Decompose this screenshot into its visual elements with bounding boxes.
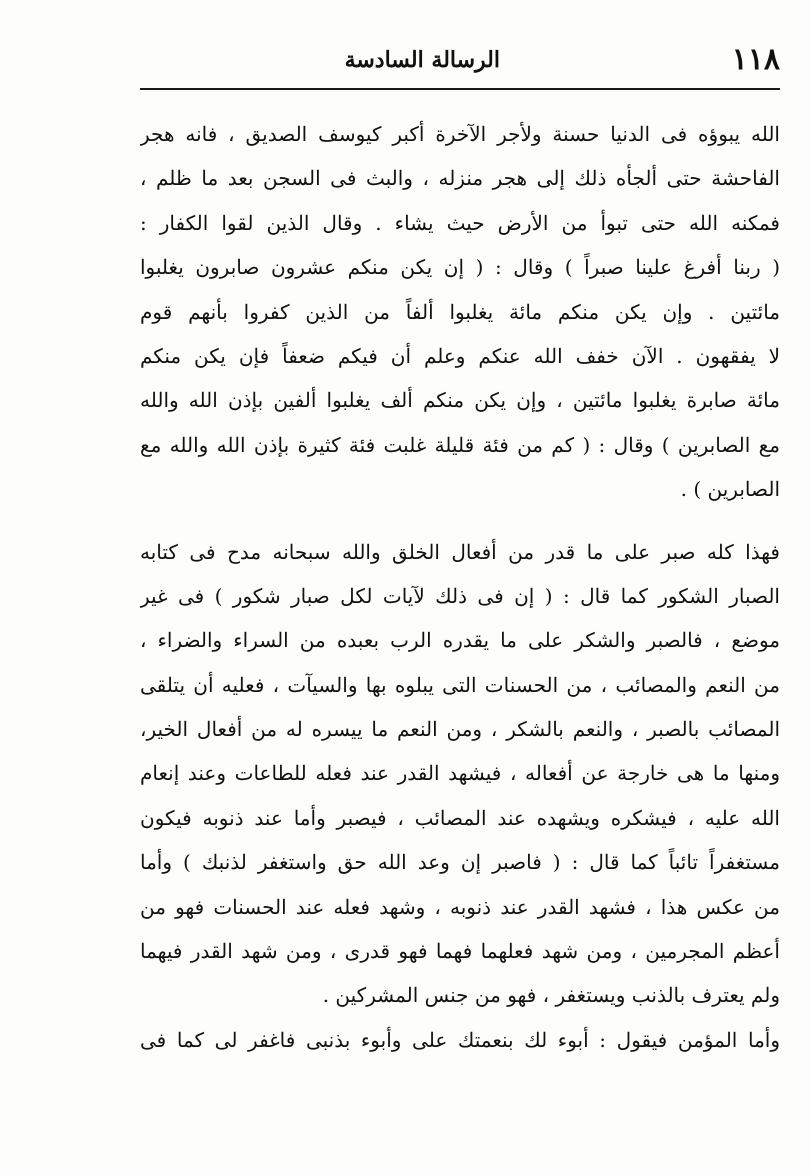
body-text [140, 112, 780, 1062]
text-line: وأما المؤمن فيقول : أبوء لك بنعمتك على وأبوء بذنبى فاغفر لى كما فى [140, 1027, 780, 1052]
text-line: مائة صابرة يغلبوا مائتين ، وإن يكن منكم ألف يغلبوا ألفين بإذن الله والله [140, 388, 780, 413]
text-line: مستغفراً تائباً كما قال : ( فاصبر إن وعد الله حق واستغفر لذنبك ) وأما [140, 850, 780, 875]
text-line: الفاحشة حتى ألجأه ذلك إلى هجر منزله ، والبث فى السجن بعد ما ظلم ، [140, 166, 780, 191]
paragraph-gap [140, 512, 780, 530]
page-header [140, 40, 780, 80]
text-line: لا يفقهون . الآن خفف الله عنكم وعلم أن فيكم ضعفاً فإن يكن منكم [140, 343, 780, 368]
header-rule [140, 88, 780, 90]
text-line: أعظم المجرمين ، ومن شهد فعلهما فهما فهو قدرى ، ومن شهد القدر فيهما [140, 939, 780, 964]
text-line: من عكس هذا ، فشهد القدر عند ذنوبه ، وشهد فعله عند الحسنات فهو من [140, 894, 780, 919]
text-line: الله عليه ، فيشكره ويشهده عند المصائب ، فيصبر وأما عند ذنوبه فيكون [140, 805, 780, 830]
text-line: مائتين . وإن يكن منكم مائة يغلبوا ألفاً من الذين كفروا بأنهم قوم [140, 299, 780, 324]
running-title: الرسالة السادسة [344, 47, 500, 73]
text-line: الصبار الشكور كما قال : ( إن فى ذلك لآيات لكل صبار شكور ) فى غير [140, 583, 780, 608]
page-number: ١١٨ [731, 42, 780, 77]
text-line: فهذا كله صبر على ما قدر من أفعال الخلق والله سبحانه مدح فى كتابه [140, 539, 780, 564]
paragraph-2 [140, 530, 780, 1018]
text-line: المصائب بالصبر ، والنعم بالشكر ، ومن النعم ما ييسره له من أفعال الخير، [140, 717, 780, 742]
text-line: مع الصابرين ) وقال : ( كم من فئة قليلة غلبت فئة كثيرة بإذن الله والله مع [140, 432, 780, 457]
paragraph-1 [140, 112, 780, 512]
text-line: الصابرين ) . [680, 477, 780, 502]
text-line: ومنها ما هى خارجة عن أفعاله ، فيشهد القدر عند فعله للطاعات وعند إنعام [140, 761, 780, 786]
text-line: من النعم والمصائب ، من الحسنات التى يبلوه بها والسيآت ، فعليه أن يتلقى [140, 672, 780, 697]
text-line: موضع ، فالصبر والشكر على ما يقدره الرب بعبده من السراء والضراء ، [140, 628, 780, 653]
paragraph-3 [140, 1018, 780, 1062]
text-line: ( ربنا أفرغ علينا صبراً ) وقال : ( إن يكن منكم عشرون صابرون يغلبوا [140, 255, 780, 280]
text-line: ولم يعترف بالذنب ويستغفر ، فهو من جنس المشركين . [322, 983, 780, 1008]
text-line: فمكنه الله حتى تبوأ من الأرض حيث يشاء . وقال الذين لقوا الكفار : [140, 210, 780, 235]
text-line: الله يبوؤه فى الدنيا حسنة ولأجر الآخرة أكبر كيوسف الصديق ، فانه هجر [140, 122, 780, 146]
